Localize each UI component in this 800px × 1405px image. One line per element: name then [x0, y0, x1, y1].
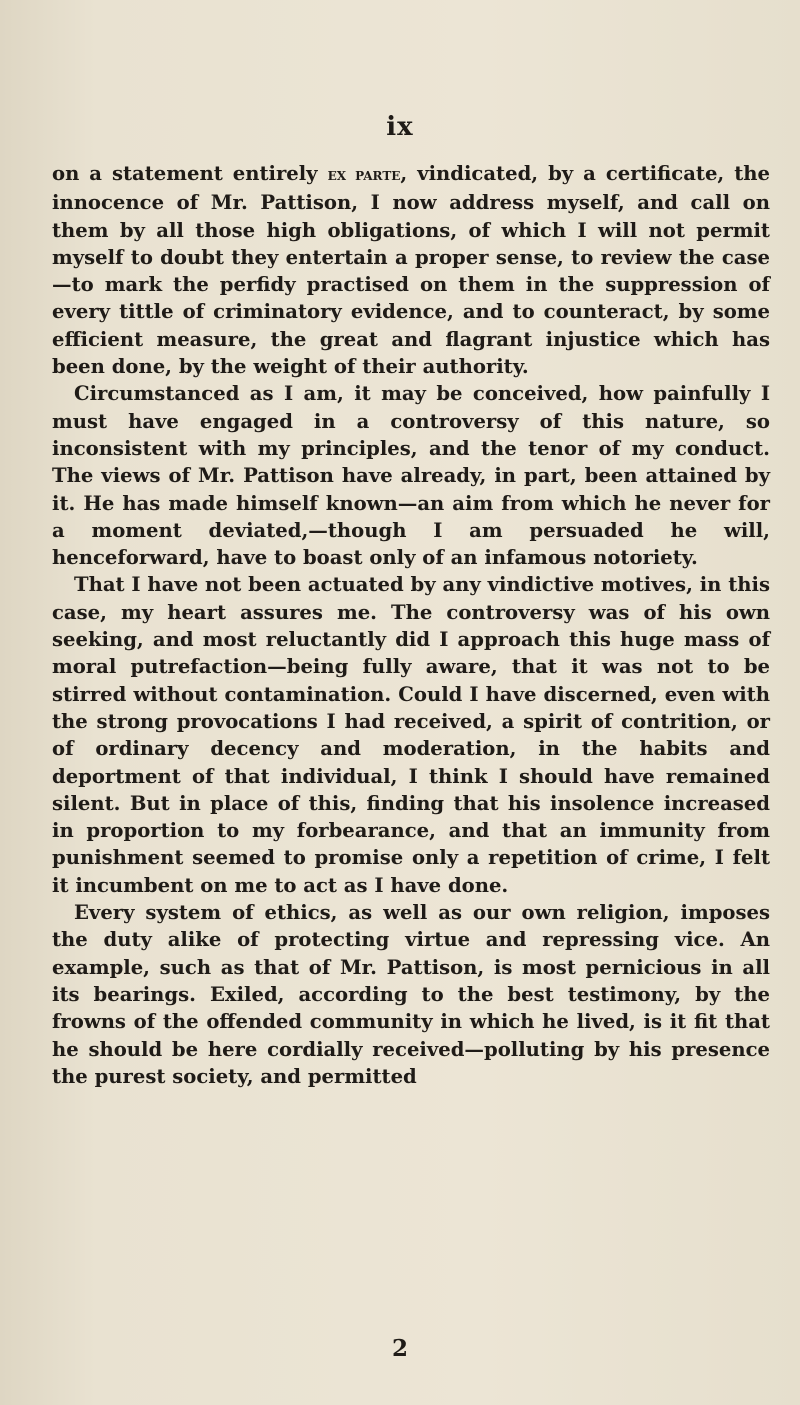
paragraph-3: That I have not been actuated by any vindictive motives, in this case, my heart assures me. The controversy was of his own seeking, and most reluctantly did I approach this huge mass of moral putrefaction—being fully aware, that it was not to be stirred without contamination. Could I have discerned, even with the strong provocations I had received, a spirit of contrition, or of ordinary decency and moderation, in the habits and deportment of that individual, I think I should have remained silent. But in place of this, finding that his insolence increased in proportion to my forbearance, and that an immunity from punishment seemed to promise only a repetition of crime, I felt it incumbent on me to act as I have done. [52, 573, 771, 897]
signature-mark: 2 [391, 1335, 408, 1362]
ex-parte-phrase: ex parte [327, 165, 401, 185]
paragraph-1 [52, 160, 770, 380]
paragraph-1-start: on a statement entirely [52, 162, 328, 185]
paragraph-2: Circumstanced as I am, it may be conceived, how painfully I must have engaged in a controversy of this nature, so inconsistent with my principles, and the tenor of my conduct. The views of Mr. Pattison have already, in part, been attained by it. He has made himself known—an aim from which he never for a moment deviated,—though I am persuaded he will, henceforward, have to boast only of an infamous notoriety. [52, 382, 770, 570]
paragraph-4: Every system of ethics, as well as our own religion, imposes the duty alike of protecting virtue and repressing vice. An example, such as that of Mr. Pattison, is most pernicious in all its bearings. Exiled, according to the best testimony, by the frowns of the offended community in which he lived, is it fit that he should be here cordially received—polluting by his presence the purest society, and permitted [52, 901, 770, 1088]
paragraph-1-rest: , vindicated, by a certificate, the innocence of Mr. Pattison, I now address myself, and call on them by all those high obligations, of which I will not permit myself to doubt they entertain a proper sense, to review the case—to mark the perfidy practised on them in the suppression of every tittle of criminatory evidence, and to counteract, by some efficient measure, the great and flagrant injustice which has been done, by the weight of their authority. [52, 162, 770, 379]
body-text [52, 160, 770, 1090]
page-number: ix [386, 112, 414, 142]
